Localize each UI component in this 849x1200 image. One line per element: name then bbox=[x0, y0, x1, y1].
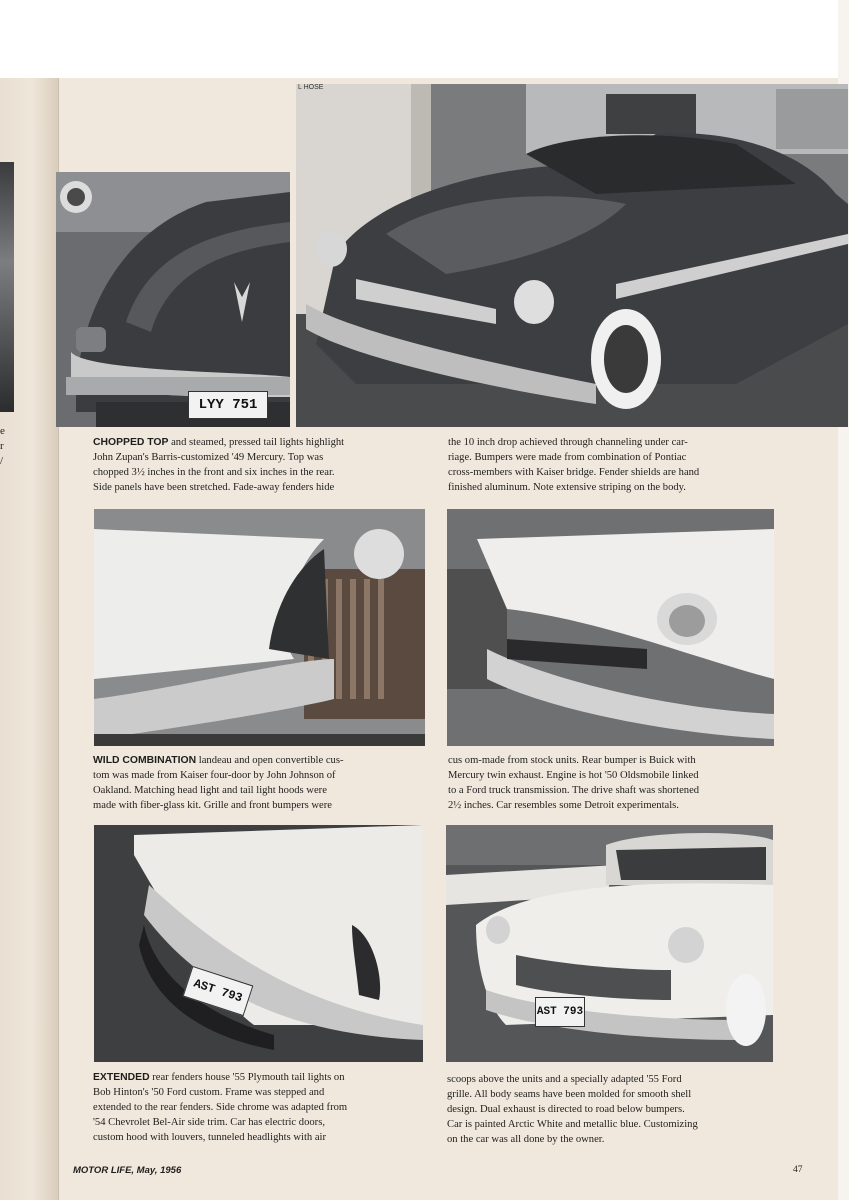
caption-heading: EXTENDED bbox=[93, 1072, 150, 1083]
license-plate: AST 793 bbox=[535, 997, 585, 1027]
photo-mercury-rear bbox=[56, 172, 290, 427]
caption-chopped-top: CHOPPED TOP and steamed, pressed tail lights highlight John Zupan's Barris-customized '49 Mercury. Top was chopped 3½ inches in the front and six inches in the rear. Side panels have been stretched. Fade-away fenders hide bbox=[93, 437, 345, 493]
caption-heading: CHOPPED TOP bbox=[93, 437, 169, 448]
photo-kaiser-rear bbox=[94, 509, 425, 746]
photo-kaiser-front bbox=[447, 509, 774, 746]
footer-magazine-issue: MOTOR LIFE, May, 1956 bbox=[73, 1165, 182, 1176]
caption-extended-continued: scoops above the units and a specially adapted '55 Ford grille. All body seams have been molded for smooth shell design. Dual exhaust is directed to road below bumpers. Car is painted Arctic White and metallic blue. Customizing on the car was all done by the owner. bbox=[447, 1074, 698, 1145]
page-number: 47 bbox=[793, 1165, 803, 1175]
photo-ford-front bbox=[446, 825, 773, 1062]
shop-sign: L HOSE bbox=[298, 84, 324, 91]
caption-heading: WILD COMBINATION bbox=[93, 755, 197, 766]
facing-page-photo-fragment bbox=[0, 162, 14, 412]
license-plate: AST 793 bbox=[183, 966, 254, 1016]
photo-ford-rear bbox=[94, 825, 423, 1062]
caption-wild-combination: WILD COMBINATION landeau and open convertible cus- tom was made from Kaiser four-door by John Johnson of Oakland. Matching head light and tail light hoods were made with fiber-glass kit. Grille and front bumpers were bbox=[93, 755, 344, 811]
photo-mercury-front bbox=[296, 84, 848, 427]
caption-chopped-top-continued: the 10 inch drop achieved through channeling under car- riage. Bumpers were made from combination of Pontiac cross-members with Kaiser bridge. Fender shields are hand finished aluminum. Note extensive striping on the body. bbox=[448, 437, 700, 493]
caption-extended: EXTENDED rear fenders house '55 Plymouth tail lights on Bob Hinton's '50 Ford custom. Frame was stepped and extended to the rear fenders. Side chrome was adapted from '54 Chevrolet Bel-Air side trim. Car has electric doors, custom hood with louvers, tunneled headlights with air bbox=[93, 1072, 348, 1143]
license-plate: LYY 751 bbox=[188, 391, 268, 419]
facing-page-text-fragment: e r / bbox=[0, 425, 5, 467]
caption-wild-combination-continued: cus om-made from stock units. Rear bumper is Buick with Mercury twin exhaust. Engine is hot '50 Oldsmobile linked to a Ford truck transmission. The drive shaft was shortened 2½ inches. Car resembles some Detroit experimentals. bbox=[448, 755, 700, 811]
